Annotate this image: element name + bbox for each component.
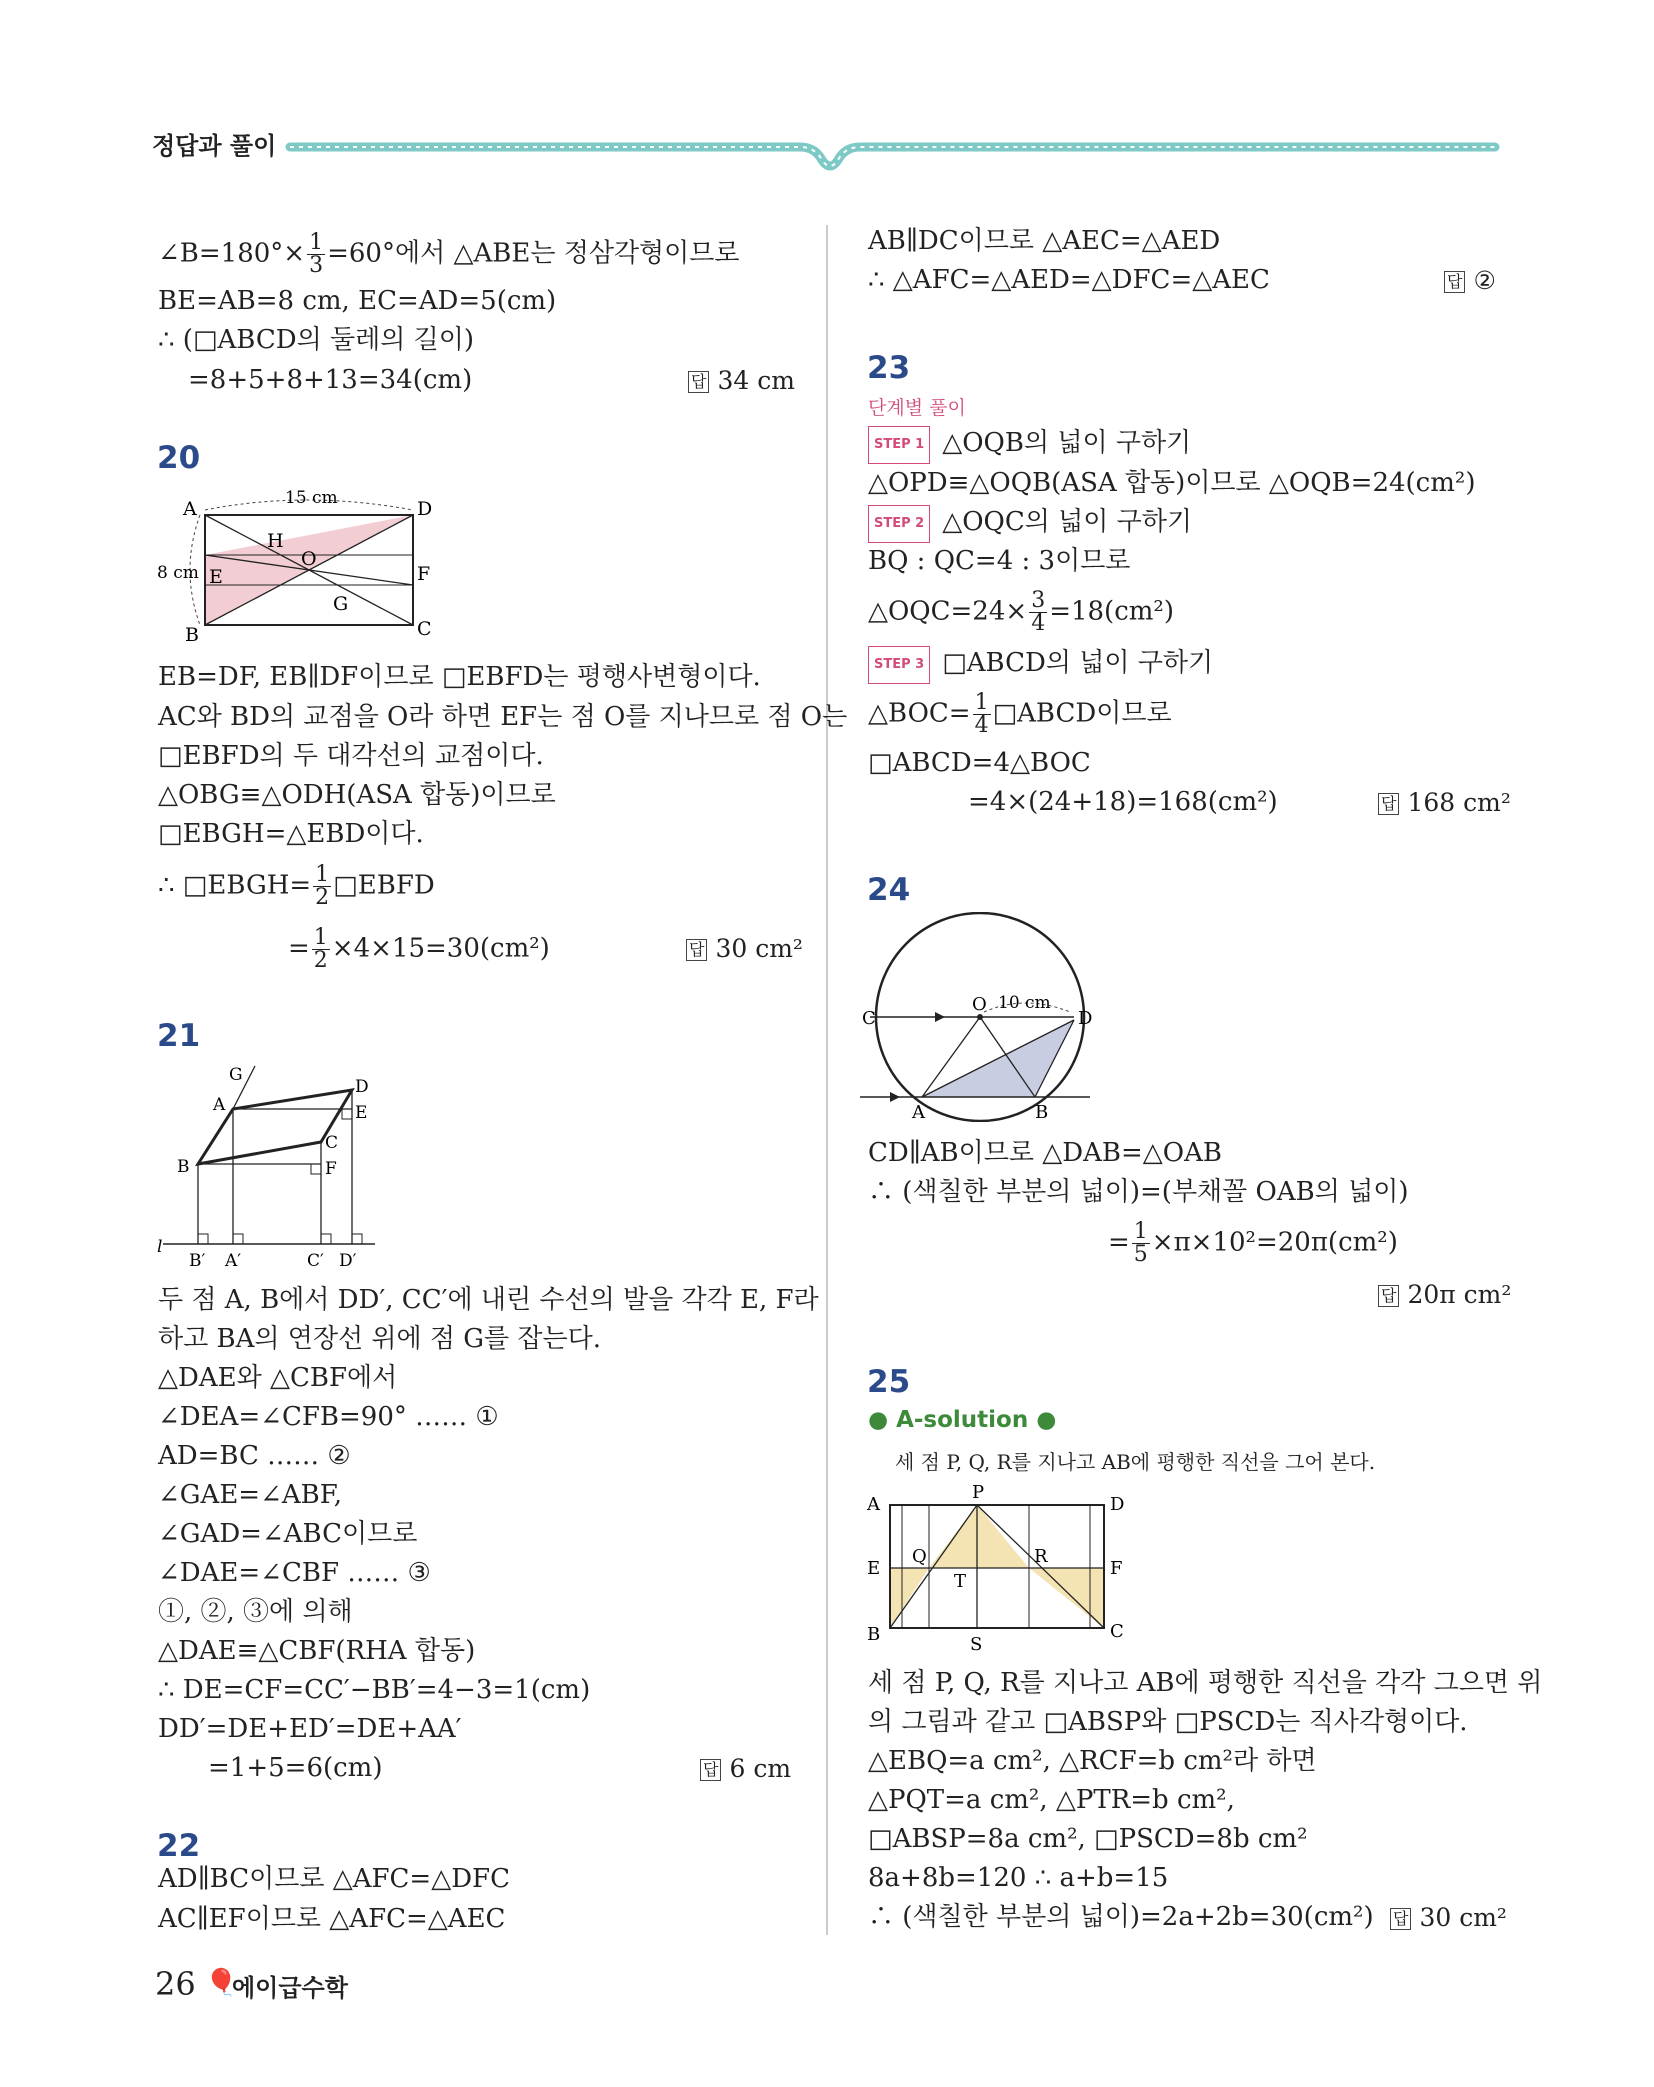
p20-line1: EB=DF, EB∥DF이므로 □EBFD는 평행사변형이다.: [158, 662, 761, 692]
p24-answer: 답 20π cm²: [1378, 1280, 1511, 1309]
p24-line2: ∴ (색칠한 부분의 넓이)=(부채꼴 OAB의 넓이): [868, 1177, 1409, 1207]
p25-label-Q: Q: [912, 1546, 927, 1567]
p19-line2: BE=AB=8 cm, EC=AD=5(cm): [158, 286, 557, 316]
p25-line6: 8a+8b=120 ∴ a+b=15: [868, 1863, 1169, 1893]
p21-line5: AD=BC …… ②: [158, 1441, 351, 1471]
p25-line4: △PQT=a cm², △PTR=b cm²,: [868, 1785, 1235, 1815]
balloon-icon: 🎈: [205, 1968, 238, 1998]
p25-label-C: C: [1110, 1621, 1124, 1642]
p21-line12: DD′=DE+ED′=DE+AA′: [158, 1714, 462, 1744]
p25-label-A: A: [867, 1494, 880, 1515]
header-wave-line: [0, 0, 1654, 200]
p21-line1: 두 점 A, B에서 DD′, CC′에 내린 수선의 발을 각각 E, F라: [158, 1285, 819, 1315]
p21-figure: [155, 1062, 395, 1272]
p21-label-D: D: [355, 1077, 369, 1097]
p23-line3: △OQC=24× $\frac{3}{4}$ =18(cm²): [868, 588, 1174, 636]
p21-line2: 하고 BA의 연장선 위에 점 G를 잡는다.: [158, 1324, 602, 1354]
p19-answer: 답 34 cm: [688, 366, 795, 395]
p25-label-D: D: [1110, 1494, 1125, 1515]
p22-line1: AD∥BC이므로 △AFC=△DFC: [158, 1864, 510, 1894]
p25-label-P: P: [972, 1482, 985, 1503]
p23-answer: 답 168 cm²: [1378, 788, 1511, 817]
p21-line11: ∴ DE=CF=CC′−BB′=4−3=1(cm): [158, 1675, 591, 1705]
column-divider: [826, 225, 828, 1935]
p20-line6: ∴ □EBGH= $\frac{1}{2}$ □EBFD: [158, 862, 435, 910]
p23-step1: STEP 1 △OQB의 넓이 구하기: [868, 426, 1191, 464]
p23-line6: =4×(24+18)=168(cm²): [968, 787, 1278, 817]
p21-label-C: C: [325, 1133, 339, 1153]
p21-number: 21: [157, 1018, 201, 1054]
p20-label-G: G: [333, 593, 349, 615]
p20-label-D: D: [417, 498, 433, 520]
p20-label-H: H: [267, 530, 284, 552]
p25-label-S: S: [970, 1634, 983, 1655]
p23-line4: △BOC= $\frac{1}{4}$ □ABCD이므로: [868, 690, 1172, 738]
p25-answer: 답 30 cm²: [1390, 1903, 1507, 1932]
p21-line6: ∠GAE=∠ABF,: [158, 1480, 343, 1510]
p20-label-B: B: [185, 624, 199, 645]
p24-figure: [860, 912, 1100, 1122]
p20-label-F: F: [417, 563, 431, 585]
p25-line7: ∴ (색칠한 부분의 넓이)=2a+2b=30(cm²): [868, 1902, 1374, 1932]
p24-label-radius: 10 cm: [998, 993, 1051, 1013]
p24-label-O: O: [972, 994, 987, 1015]
p20-line4: △OBG≡△ODH(ASA 합동)이므로: [158, 780, 556, 810]
p25-hint: 세 점 P, Q, R를 지나고 AB에 평행한 직선을 그어 본다.: [895, 1450, 1376, 1474]
p22-answer: 답 ②: [1444, 266, 1496, 295]
p19-line4: =8+5+8+13=34(cm): [188, 365, 473, 395]
p21-line7: ∠GAD=∠ABC이므로: [158, 1519, 418, 1549]
page-number: 26: [155, 1965, 196, 2003]
p24-label-B: B: [1035, 1102, 1049, 1122]
p23-step2: STEP 2 △OQC의 넓이 구하기: [868, 505, 1192, 543]
p20-number: 20: [157, 440, 201, 476]
p25-line5: □ABSP=8a cm², □PSCD=8b cm²: [868, 1824, 1308, 1854]
p24-line1: CD∥AB이므로 △DAB=△OAB: [868, 1138, 1222, 1168]
p25-line1: 세 점 P, Q, R를 지나고 AB에 평행한 직선을 각각 그으면 위: [868, 1668, 1543, 1698]
p20-line2: AC와 BD의 교점을 O라 하면 EF는 점 O를 지나므로 점 O는: [158, 702, 848, 732]
p21-line8: ∠DAE=∠CBF …… ③: [158, 1558, 431, 1588]
p21-label-G: G: [229, 1065, 243, 1085]
p25-label-B: B: [867, 1624, 881, 1645]
p20-figure: [155, 485, 445, 645]
p25-figure: [862, 1480, 1142, 1660]
p21-label-D1: D′: [339, 1251, 357, 1271]
p21-answer: 답 6 cm: [700, 1754, 791, 1783]
p21-label-E: E: [355, 1103, 368, 1123]
p24-label-A: A: [912, 1102, 925, 1122]
p20-label-E: E: [209, 566, 223, 588]
p20-label-top: 15 cm: [285, 488, 338, 508]
p21-label-B: B: [177, 1157, 190, 1177]
p21-line9: ①, ②, ③에 의해: [158, 1597, 353, 1627]
footer-brand: 에이급수학: [232, 1974, 348, 2002]
p20-label-left: 8 cm: [157, 563, 199, 583]
p21-label-F: F: [325, 1159, 337, 1179]
p20-label-C: C: [417, 618, 432, 640]
p25-label-F: F: [1110, 1558, 1123, 1579]
p23-line1: △OPD≡△OQB(ASA 합동)이므로 △OQB=24(cm²): [868, 468, 1476, 498]
p20-label-A: A: [183, 498, 197, 520]
p20-line7: = $\frac{1}{2}$ ×4×15=30(cm²): [288, 925, 550, 973]
p25-line3: △EBQ=a cm², △RCF=b cm²라 하면: [868, 1746, 1317, 1776]
p21-line4: ∠DEA=∠CFB=90° …… ①: [158, 1402, 499, 1432]
p21-label-l: l: [157, 1237, 163, 1257]
p22-line2: AC∥EF이므로 △AFC=△AEC: [158, 1904, 506, 1934]
p19-line3: ∴ (□ABCD의 둘레의 길이): [158, 325, 474, 355]
p21-line13: =1+5=6(cm): [208, 1753, 383, 1783]
p20-line3: □EBFD의 두 대각선의 교점이다.: [158, 741, 544, 771]
p20-answer: 답 30 cm²: [686, 934, 803, 963]
p23-line2: BQ : QC=4 : 3이므로: [868, 546, 1131, 576]
p21-label-A: A: [213, 1095, 226, 1115]
p21-line3: △DAE와 △CBF에서: [158, 1363, 398, 1393]
p20-line5: □EBGH=△EBD이다.: [158, 819, 424, 849]
header-title: 정답과 풀이: [152, 132, 277, 160]
p25-label-R: R: [1034, 1546, 1048, 1567]
p19-line1: ∠B=180°× $\frac{1}{3}$ =60°에서 △ABE는 정삼각형이므로: [158, 230, 740, 278]
p21-label-A1: A′: [225, 1251, 242, 1271]
p21-label-B1: B′: [189, 1251, 206, 1271]
p24-label-C: C: [862, 1008, 876, 1029]
p25-line2: 의 그림과 같고 □ABSP와 □PSCD는 직사각형이다.: [868, 1707, 1468, 1737]
p25-number: 25: [867, 1364, 911, 1400]
p23-number: 23: [867, 350, 911, 386]
p25-label-T: T: [954, 1571, 967, 1592]
p25-label-E: E: [867, 1558, 881, 1579]
p22-number: 22: [157, 1828, 201, 1864]
p24-number: 24: [867, 872, 911, 908]
p23-line5: □ABCD=4△BOC: [868, 748, 1091, 778]
p24-label-D: D: [1078, 1008, 1093, 1029]
p24-line3: = $\frac{1}{5}$ ×π×10²=20π(cm²): [1108, 1219, 1398, 1267]
p23-step3: STEP 3 □ABCD의 넓이 구하기: [868, 646, 1213, 684]
p22-line4: ∴ △AFC=△AED=△DFC=△AEC: [868, 265, 1270, 295]
p21-label-C1: C′: [307, 1251, 324, 1271]
p22-line3: AB∥DC이므로 △AEC=△AED: [868, 226, 1221, 256]
p20-label-O: O: [301, 548, 317, 570]
p21-line10: △DAE≡△CBF(RHA 합동): [158, 1636, 476, 1666]
p25-solution-title: ● A-solution ●: [868, 1407, 1057, 1433]
p23-subtitle: 단계별 풀이: [868, 397, 966, 419]
